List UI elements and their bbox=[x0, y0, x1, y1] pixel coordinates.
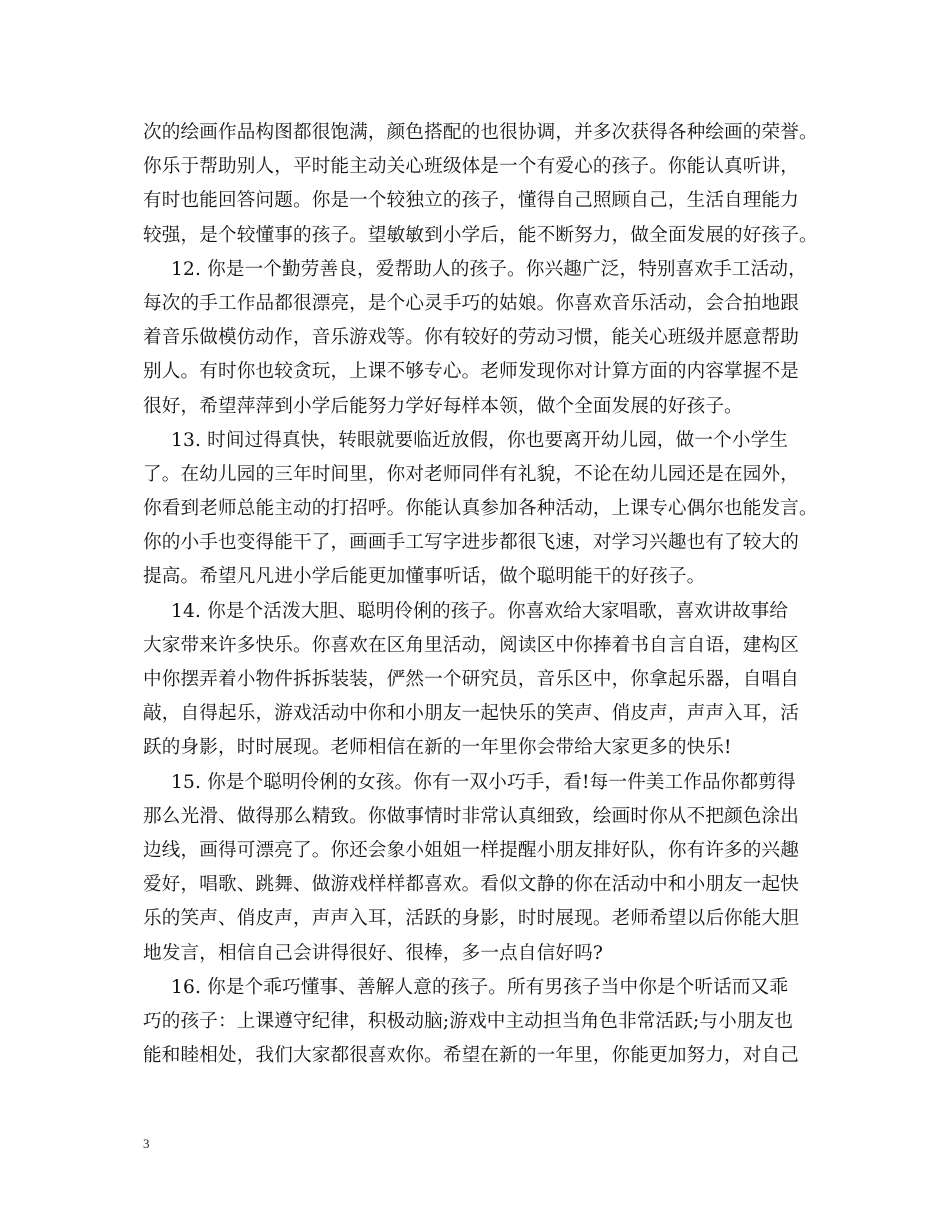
text-line: 有时也能回答问题。你是一个较独立的孩子，懂得自己照顾自己，生活自理能力 bbox=[143, 190, 800, 212]
text-line: 跃的身影，时时展现。老师相信在新的一年里你会带给大家更多的快乐! bbox=[143, 737, 732, 759]
text-line: 敲，自得起乐，游戏活动中你和小朋友一起快乐的笑声、俏皮声，声声入耳，活 bbox=[143, 703, 800, 725]
text-line: 边线，画得可漂亮了。你还会象小姐姐一样提醒小朋友排好队，你有许多的兴趣 bbox=[143, 839, 800, 861]
text-line: 次的绘画作品构图都很饱满，颜色搭配的也很协调，并多次获得各种绘画的荣誉。 bbox=[143, 122, 818, 143]
page-number: 3 bbox=[143, 1136, 150, 1151]
text-line: 较强，是个较懂事的孩子。望敏敏到小学后，能不断努力，做全面发展的好孩子。 bbox=[143, 224, 818, 246]
document-body bbox=[143, 116, 818, 1073]
text-line: 能和睦相处，我们大家都很喜欢你。希望在新的一年里，你能更加努力，对自己 bbox=[143, 1045, 800, 1067]
text-line: 提高。希望凡凡进小学后能更加懂事听话，做个聪明能干的好孩子。 bbox=[143, 566, 706, 588]
text-line: 你的小手也变得能干了，画画手工写字进步都很飞速，对学习兴趣也有了较大的 bbox=[143, 532, 800, 554]
text-line: 你看到老师总能主动的打招呼。你能认真参加各种活动，上课专心偶尔也能发言。 bbox=[143, 498, 818, 520]
text-line: 每次的手工作品都很漂亮，是个心灵手巧的姑娘。你喜欢音乐活动，会合拍地跟 bbox=[143, 292, 800, 314]
text-line: 爱好，唱歌、跳舞、做游戏样样都喜欢。看似文静的你在活动中和小朋友一起快 bbox=[143, 874, 800, 896]
text-line: 你乐于帮助别人，平时能主动关心班级体是一个有爱心的孩子。你能认真听讲， bbox=[143, 156, 800, 178]
paragraph-start-line: 12. 你是一个勤劳善良，爱帮助人的孩子。你兴趣广泛，特别喜欢手工活动， bbox=[171, 258, 807, 280]
text-line: 那么光滑、做得那么精致。你做事情时非常认真细致，绘画时你从不把颜色涂出 bbox=[143, 805, 800, 827]
paragraph-start-line: 14. 你是个活泼大胆、聪明伶俐的孩子。你喜欢给大家唱歌，喜欢讲故事给 bbox=[171, 600, 789, 622]
text-line: 别人。有时你也较贪玩，上课不够专心。老师发现你对计算方面的内容掌握不是 bbox=[143, 361, 800, 383]
text-line: 了。在幼儿园的三年时间里，你对老师同伴有礼貌，不论在幼儿园还是在园外， bbox=[143, 463, 800, 485]
paragraph-start-line: 15. 你是个聪明伶俐的女孩。你有一双小巧手，看!每一件美工作品你都剪得 bbox=[171, 771, 796, 793]
text-line: 大家带来许多快乐。你喜欢在区角里活动，阅读区中你捧着书自言自语，建构区 bbox=[143, 634, 800, 656]
text-line: 中你摆弄着小物件拆拆装装，俨然一个研究员，音乐区中，你拿起乐器，自唱自 bbox=[143, 669, 800, 690]
text-line: 地发言，相信自己会讲得很好、很棒，多一点自信好吗? bbox=[143, 942, 603, 964]
paragraph-start-line: 16. 你是个乖巧懂事、善解人意的孩子。所有男孩子当中你是个听话而又乖 bbox=[171, 976, 789, 998]
paragraph-start-line: 13. 时间过得真快，转眼就要临近放假，你也要离开幼儿园，做一个小学生 bbox=[171, 429, 789, 451]
text-line: 乐的笑声、俏皮声，声声入耳，活跃的身影，时时展现。老师希望以后你能大胆 bbox=[143, 908, 800, 930]
text-line: 巧的孩子：上课遵守纪律，积极动脑;游戏中主动担当角色非常活跃;与小朋友也 bbox=[143, 1010, 794, 1032]
text-line: 着音乐做模仿动作，音乐游戏等。你有较好的劳动习惯，能关心班级并愿意帮助 bbox=[143, 327, 800, 349]
text-line: 很好，希望萍萍到小学后能努力学好每样本领，做个全面发展的好孩子。 bbox=[143, 395, 743, 417]
